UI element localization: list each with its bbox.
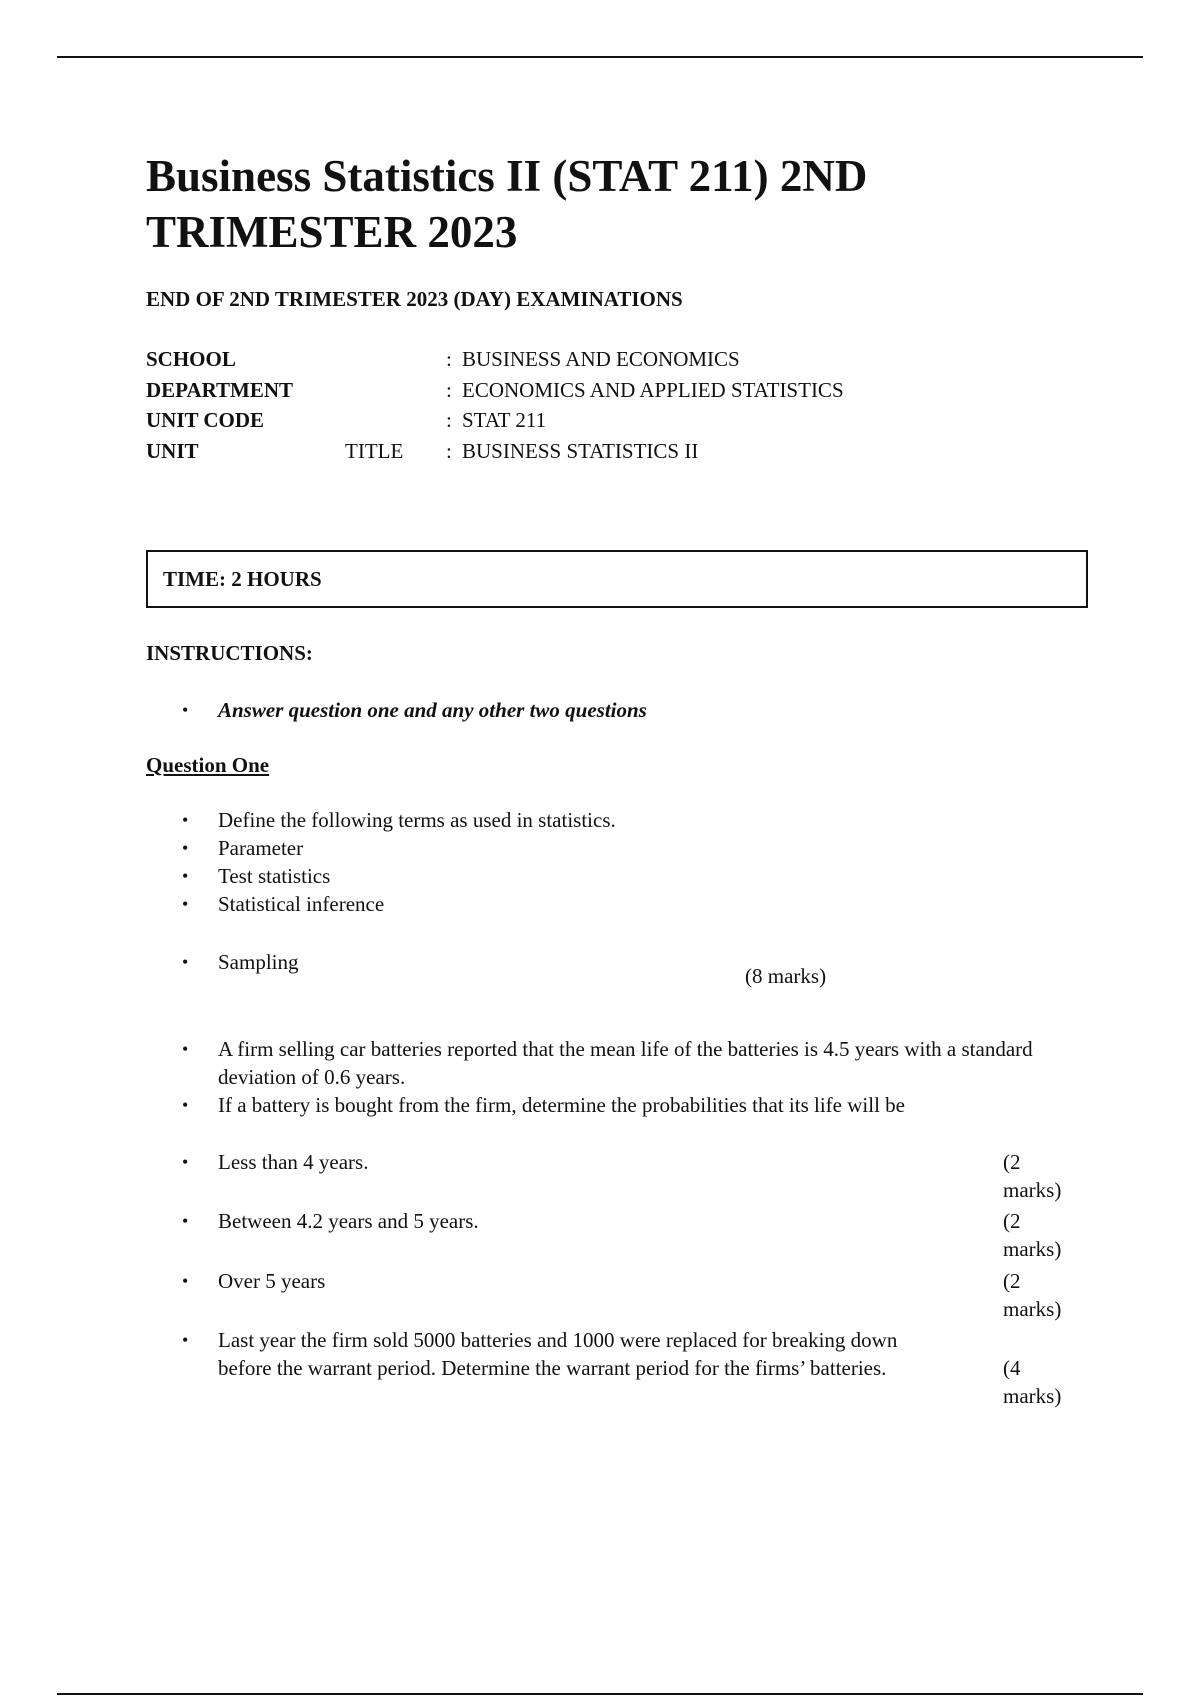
- question-text: If a battery is bought from the firm, determine the probabilities that its life will be: [218, 1093, 905, 1117]
- term-text: Test statistics: [218, 864, 331, 888]
- instruction-text: Answer question one and any other two questions: [218, 698, 647, 722]
- term-text: Sampling: [218, 950, 299, 974]
- bullet-icon: •: [182, 866, 189, 886]
- bullet-icon: •: [182, 1271, 189, 1291]
- exam-details: [146, 344, 1046, 466]
- term-text: Statistical inference: [218, 892, 385, 916]
- bottom-rule: [57, 1693, 1143, 1695]
- bullet-icon: •: [182, 1152, 189, 1172]
- bullet-icon: •: [182, 1330, 189, 1350]
- meta-row-school: [146, 344, 1046, 375]
- time-box: [146, 550, 1088, 608]
- meta-label: UNIT CODE: [146, 408, 265, 432]
- bullet-icon: •: [182, 700, 189, 720]
- meta-separator: :: [446, 347, 452, 371]
- question-text: A firm selling car batteries reported that the mean life of the batteries is 4.5 years with a standard deviation of 0.6 years.: [218, 1037, 1033, 1089]
- question-text: Define the following terms as used in statistics.: [218, 808, 616, 832]
- bullet-icon: •: [182, 952, 189, 972]
- bullet-icon: •: [182, 1095, 189, 1115]
- meta-label: SCHOOL: [146, 347, 236, 371]
- meta-separator: :: [446, 408, 452, 432]
- marks-label: (2 marks): [1003, 1209, 1062, 1261]
- meta-value: ECONOMICS AND APPLIED STATISTICS: [462, 377, 844, 402]
- bullet-icon: •: [182, 1211, 189, 1231]
- meta-label: UNIT: [146, 438, 199, 463]
- part-text: Less than 4 years.: [218, 1150, 369, 1174]
- meta-row-unit-title: [146, 436, 1046, 467]
- question-one-heading: Question One: [146, 753, 270, 777]
- instructions-heading: INSTRUCTIONS:: [146, 641, 313, 665]
- part-text: Between 4.2 years and 5 years.: [218, 1209, 479, 1233]
- top-rule: [57, 56, 1143, 58]
- bullet-icon: •: [182, 838, 189, 858]
- part-text: Over 5 years: [218, 1269, 326, 1293]
- bullet-icon: •: [182, 810, 189, 830]
- meta-row-unit-code: [146, 405, 1046, 436]
- meta-value: BUSINESS STATISTICS II: [462, 438, 699, 463]
- marks-label: (2 marks): [1003, 1150, 1062, 1202]
- meta-separator: :: [446, 377, 452, 402]
- marks-label: (2 marks): [1003, 1269, 1062, 1321]
- part-text: Last year the firm sold 5000 batteries and 1000 were replaced for breaking down before the warrant period. Determine the warrant period for the firms’ batteries.: [218, 1328, 898, 1380]
- bullet-icon: •: [182, 1039, 189, 1059]
- marks-label: (4 marks): [1003, 1356, 1062, 1408]
- meta-label: DEPARTMENT: [146, 377, 294, 402]
- exam-subtitle: END OF 2ND TRIMESTER 2023 (DAY) EXAMINATIONS: [146, 287, 683, 311]
- meta-label-secondary: TITLE: [345, 438, 404, 463]
- term-text: Parameter: [218, 836, 304, 860]
- meta-separator: :: [446, 438, 452, 463]
- meta-value: BUSINESS AND ECONOMICS: [462, 347, 740, 371]
- document-title: Business Statistics II (STAT 211) 2ND TRIMESTER 2023: [146, 151, 868, 257]
- bullet-icon: •: [182, 894, 189, 914]
- meta-row-department: [146, 375, 1046, 406]
- meta-value: STAT 211: [462, 408, 547, 432]
- exam-duration: TIME: 2 HOURS: [163, 567, 322, 591]
- marks-label: (8 marks): [745, 964, 827, 988]
